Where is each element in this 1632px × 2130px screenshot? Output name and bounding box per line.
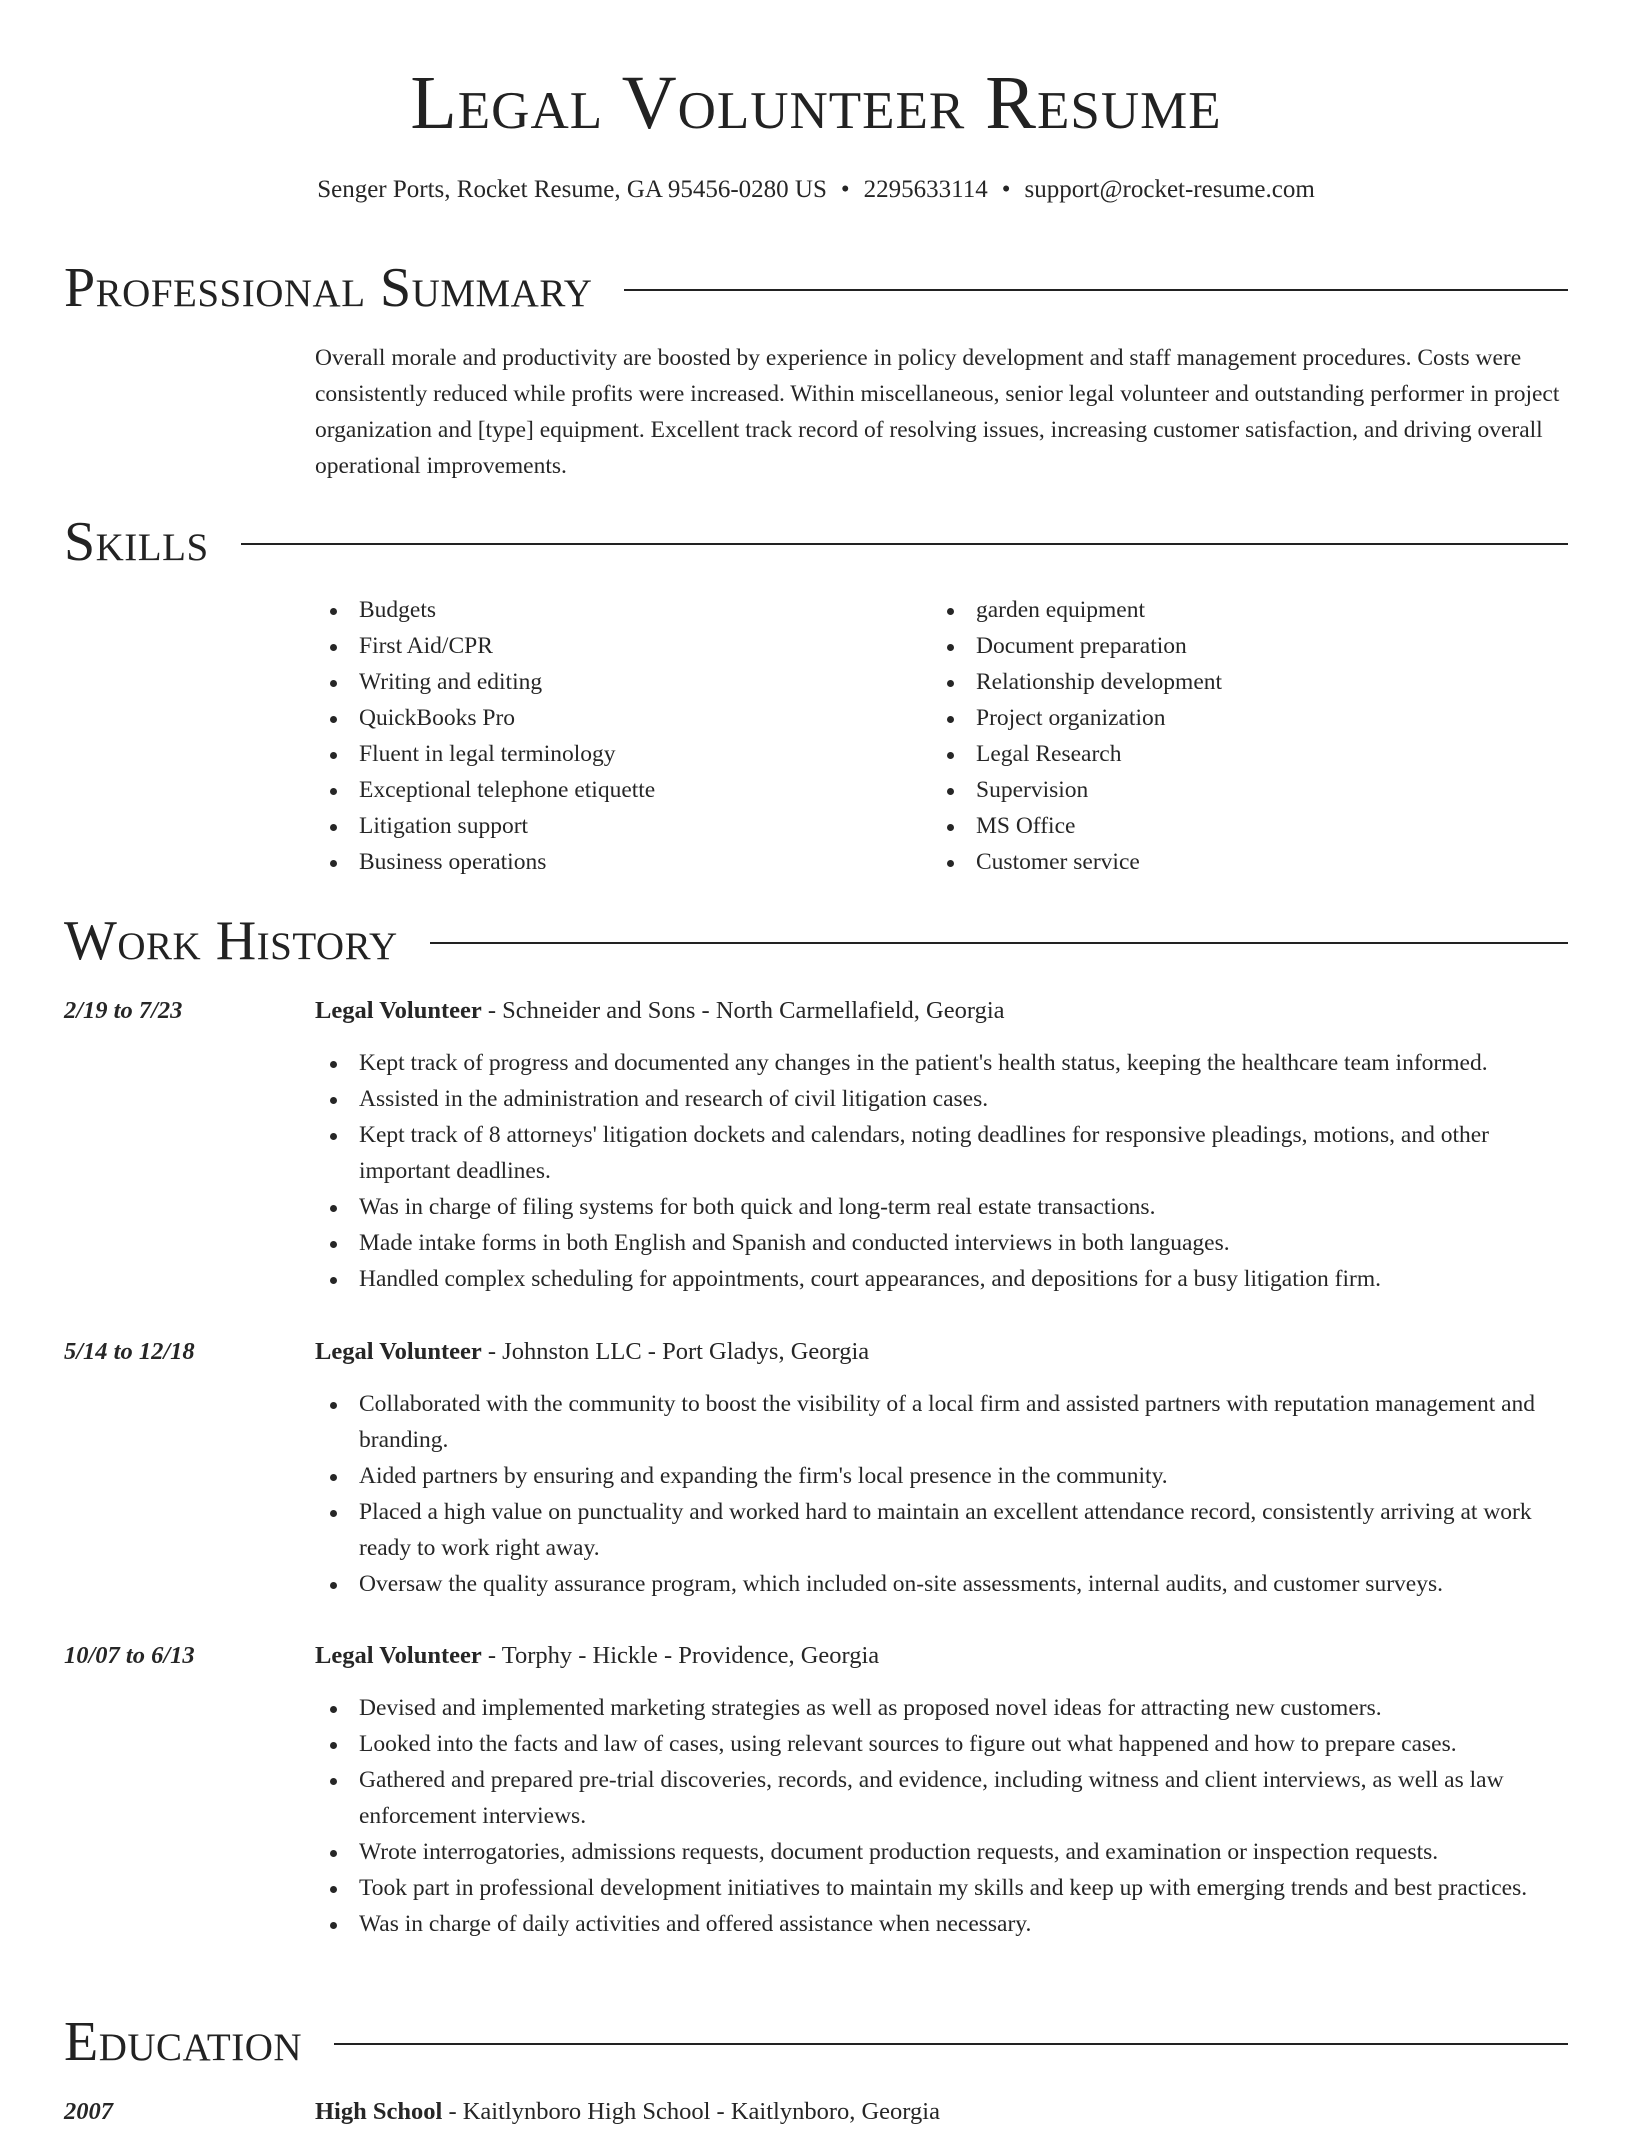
contact-phone: 2295633114: [863, 176, 988, 203]
skill-item: Business operations: [315, 844, 655, 880]
skills-column-left: [315, 592, 655, 880]
job-title: Legal Volunteer: [315, 1642, 482, 1669]
duty-item: Handled complex scheduling for appointments, court appearances, and depositions for a busy litigation firm.: [315, 1261, 1570, 1297]
section-divider: [624, 289, 1568, 291]
skill-item: Litigation support: [315, 808, 655, 844]
skill-item: QuickBooks Pro: [315, 700, 655, 736]
section-divider: [430, 942, 1568, 944]
contact-separator: •: [840, 176, 850, 203]
duty-item: Was in charge of daily activities and offered assistance when necessary.: [315, 1906, 1570, 1942]
skills-section-header: [64, 512, 1568, 572]
job-heading: [315, 1334, 869, 1370]
skill-item: Fluent in legal terminology: [315, 736, 655, 772]
job-heading: [315, 1638, 879, 1674]
skill-item: garden equipment: [932, 592, 1222, 628]
education-section-header: [64, 2012, 1568, 2072]
duty-item: Made intake forms in both English and Spanish and conducted interviews in both languages.: [315, 1225, 1570, 1261]
duty-item: Oversaw the quality assurance program, which included on-site assessments, internal audits, and customer surveys.: [315, 1566, 1570, 1602]
skill-item: MS Office: [932, 808, 1222, 844]
contact-separator: •: [1001, 176, 1011, 203]
job-employer: - Johnston LLC - Port Gladys, Georgia: [481, 1338, 870, 1365]
job-duties: [315, 1045, 1570, 1297]
work-section-title: Work History: [64, 910, 398, 972]
education-section-title: Education: [64, 2011, 303, 2073]
contact-address: Senger Ports, Rocket Resume, GA 95456-0280 US: [317, 176, 827, 203]
education-school: - Kaitlynboro High School - Kaitlynboro, Georgia: [442, 2098, 940, 2125]
section-divider: [334, 2043, 1568, 2045]
duty-item: Kept track of 8 attorneys' litigation dockets and calendars, noting deadlines for responsive pleadings, motions, and other important deadlines.: [315, 1117, 1570, 1189]
contact-email: support@rocket-resume.com: [1024, 176, 1315, 203]
job-duties: [315, 1386, 1570, 1602]
summary-text: Overall morale and productivity are boosted by experience in policy development and staff management procedures. Costs were consistently reduced while profits were increased. Within miscellaneous, senior legal volunteer and outstanding performer in project organization and [type] equipment. Excellent track record of resolving issues, increasing customer satisfaction, and driving overall operational improvements.: [315, 345, 1560, 479]
job-heading: [315, 993, 1005, 1029]
job-dates: 10/07 to 6/13: [64, 1642, 195, 1669]
summary-section-header: [64, 258, 1568, 318]
skills-section-title: Skills: [64, 511, 209, 573]
duty-item: Was in charge of filing systems for both quick and long-term real estate transactions.: [315, 1189, 1570, 1225]
skills-column-right: [932, 592, 1222, 880]
skill-item: Budgets: [315, 592, 655, 628]
education-year: 2007: [64, 2098, 113, 2125]
summary-section-title: Professional Summary: [64, 257, 593, 319]
job-employer: - Schneider and Sons - North Carmellafield, Georgia: [481, 997, 1005, 1024]
education-degree: High School: [315, 2098, 443, 2125]
skill-item: Exceptional telephone etiquette: [315, 772, 655, 808]
skill-item: Relationship development: [932, 664, 1222, 700]
duty-item: Gathered and prepared pre-trial discoveries, records, and evidence, including witness and client interviews, as well as law enforcement interviews.: [315, 1762, 1570, 1834]
section-divider: [241, 543, 1568, 545]
skill-item: Supervision: [932, 772, 1222, 808]
duty-item: Looked into the facts and law of cases, using relevant sources to figure out what happened and how to prepare cases.: [315, 1726, 1570, 1762]
duty-item: Aided partners by ensuring and expanding the firm's local presence in the community.: [315, 1458, 1570, 1494]
duty-item: Collaborated with the community to boost the visibility of a local firm and assisted partners with reputation management and branding.: [315, 1386, 1570, 1458]
duty-item: Assisted in the administration and research of civil litigation cases.: [315, 1081, 1570, 1117]
work-section-header: [64, 911, 1568, 971]
skill-item: First Aid/CPR: [315, 628, 655, 664]
skill-item: Project organization: [932, 700, 1222, 736]
skill-item: Legal Research: [932, 736, 1222, 772]
resume-title: Legal Volunteer Resume: [410, 61, 1222, 145]
duty-item: Kept track of progress and documented any changes in the patient's health status, keeping the healthcare team informed.: [315, 1045, 1570, 1081]
job-dates: 2/19 to 7/23: [64, 997, 183, 1024]
job-title: Legal Volunteer: [315, 997, 482, 1024]
job-dates: 5/14 to 12/18: [64, 1338, 195, 1365]
duty-item: Placed a high value on punctuality and worked hard to maintain an excellent attendance record, consistently arriving at work ready to work right away.: [315, 1494, 1570, 1566]
job-title: Legal Volunteer: [315, 1338, 482, 1365]
job-employer: - Torphy - Hickle - Providence, Georgia: [481, 1642, 880, 1669]
duty-item: Devised and implemented marketing strategies as well as proposed novel ideas for attracting new customers.: [315, 1690, 1570, 1726]
duty-item: Took part in professional development initiatives to maintain my skills and keep up with emerging trends and best practices.: [315, 1870, 1570, 1906]
education-heading: [315, 2094, 940, 2130]
skill-item: Document preparation: [932, 628, 1222, 664]
skill-item: Customer service: [932, 844, 1222, 880]
contact-line: [0, 174, 1632, 206]
skill-item: Writing and editing: [315, 664, 655, 700]
duty-item: Wrote interrogatories, admissions requests, document production requests, and examination or inspection requests.: [315, 1834, 1570, 1870]
job-duties: [315, 1690, 1570, 1942]
